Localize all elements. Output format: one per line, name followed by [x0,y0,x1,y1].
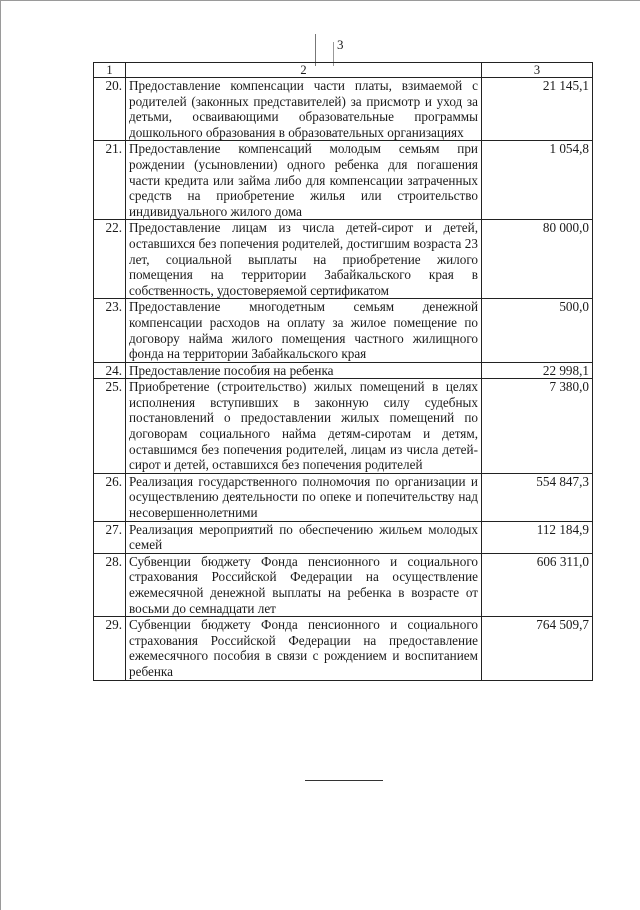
table-row [94,521,593,553]
row-description: Предоставление пособия на ребенка [126,362,482,379]
row-amount: 554 847,3 [482,473,593,521]
row-amount: 22 998,1 [482,362,593,379]
page-number: 3 [337,37,344,52]
row-amount: 500,0 [482,299,593,362]
row-number: 28. [94,553,126,616]
row-number: 27. [94,521,126,553]
table-row [94,473,593,521]
row-description: Реализация государственного полномочия по организации и осуществлению деятельности по опеке и попечительству над несовершеннолетними [126,473,482,521]
row-number: 23. [94,299,126,362]
row-amount: 21 145,1 [482,78,593,141]
scan-edge-line-left [0,0,1,910]
row-description: Приобретение (строительство) жилых помещений в целях исполнения вступивших в законную силу судебных постановлений о предоставлении жилых помещений по договорам социального найма детям-сиротам и детям, оставшимся без попечения родителей, лицам из числа детей-сирот и детей, оставшихся без попечения родителей [126,379,482,474]
table-row [94,553,593,616]
table-row [94,379,593,474]
table-row [94,617,593,680]
header-col-1: 1 [94,63,126,78]
row-amount: 7 380,0 [482,379,593,474]
row-number: 25. [94,379,126,474]
scan-edge-line-top [0,0,640,1]
row-number: 20. [94,78,126,141]
row-description: Предоставление компенсаций молодым семьям при рождении (усыновлении) одного ребенка для погашения части кредита или займа либо для компенсации затраченных средств на приобретение жилья или строительство индивидуального жилого дома [126,141,482,220]
row-description: Предоставление многодетным семьям денежной компенсации расходов на оплату за жилое помещение по договору найма жилого помещения частного жилищного фонда на территории Забайкальского края [126,299,482,362]
row-number: 21. [94,141,126,220]
row-amount: 606 311,0 [482,553,593,616]
table-row [94,220,593,299]
table-row [94,78,593,141]
header-col-3: 3 [482,63,593,78]
row-number: 26. [94,473,126,521]
row-description: Субвенции бюджету Фонда пенсионного и социального страхования Российской Федерации на предоставление ежемесячного пособия в связи с рождением и воспитанием ребенка [126,617,482,680]
table-header-row [94,63,593,78]
table-row [94,141,593,220]
row-description: Субвенции бюджету Фонда пенсионного и социального страхования Российской Федерации на осуществление ежемесячной денежной выплаты на ребенка в возрасте от восьми до семнадцати лет [126,553,482,616]
row-description: Предоставление компенсации части платы, взимаемой с родителей (законных представителей) за присмотр и уход за детьми, осваивающими образовательные программы дошкольного образования в образовательных организациях [126,78,482,141]
row-amount: 80 000,0 [482,220,593,299]
row-number: 24. [94,362,126,379]
row-amount: 1 054,8 [482,141,593,220]
row-amount: 764 509,7 [482,617,593,680]
end-rule [305,780,383,781]
table-row [94,362,593,379]
header-col-2: 2 [126,63,482,78]
row-amount: 112 184,9 [482,521,593,553]
row-number: 29. [94,617,126,680]
row-description: Предоставление лицам из числа детей-сирот и детей, оставшихся без попечения родителей, достигшим возраста 23 лет, социальной выплаты на приобретение жилого помещения на территории Забайкальского края в собственность, удостоверяемой сертификатом [126,220,482,299]
row-number: 22. [94,220,126,299]
row-description: Реализация мероприятий по обеспечению жильем молодых семей [126,521,482,553]
budget-table [93,62,593,681]
table-row [94,299,593,362]
